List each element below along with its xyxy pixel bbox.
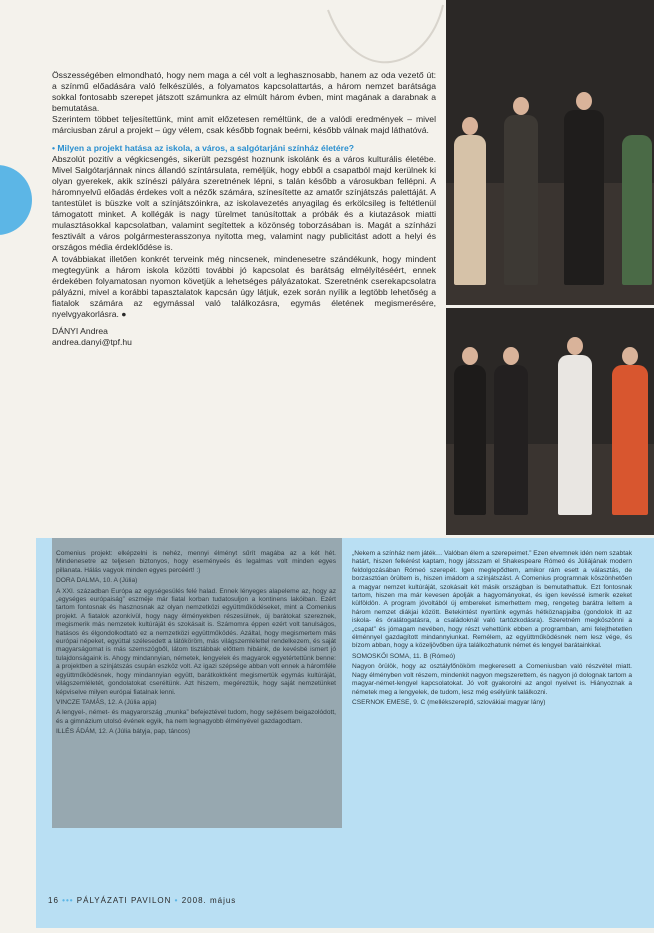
- footer-dots: •••: [62, 896, 74, 905]
- article-email: andrea.danyi@tpf.hu: [52, 337, 132, 348]
- quote-signature: CSERNOK EMESE, 9. C (mellékszereplő, szlovákiai magyar lány): [352, 698, 546, 706]
- article-paragraph-3: Abszolút pozitív a végkicsengés, sikerült pezsgést hoznunk iskolánk és a város kulturális életébe. Mivel Salgótarjánnak nincs állandó színtársulata, reméljük, hogy ebből a csapatból majd kerülnek ki olyan gyerekek, akik színészi pályára szeretnének lépni, s talán később a városukban fellépni. A háromnyelvű előadás érdekes volt a nézők számára, színesítette az amatőr színjátszás palettáját. A tantestület is büszke volt a színjátszóinkra, az iskolavezetés anyagilag és erkölcsileg is feltétlenül támogatott minket. A kollégák is nagy türelmet tanúsítottak a próbák és a kiutazások miatti mulasztásokkal kapcsolatban, valamint segítettek a közönség toborzásában is. Magát a színházi fesztivált a város polgármesterasszonya nyitotta meg, valamint nagy publicitást adott a helyi és országos média érdeklődése is.: [52, 153, 436, 253]
- article-paragraph-2: Szerintem többet teljesítettünk, mint amit előzetesen reméltünk, de a valódi eredmények – mivel márciusban zárul a projekt – úgy vélem, csak később fognak beérni, később válnak majd láthatóvá.: [52, 114, 436, 136]
- article-body: [52, 70, 436, 348]
- article-intro: Összességében elmondható, hogy nem maga a cél volt a leghasznosabb, hanem az oda vezető út: a színmű előadására való felkészülés, a folyamatos kapcsolattartás, a három nemzet barátsága sokkal fontosabb szerepet játszott számunkra az elmúlt három évben, mint magának a darabnak a bemutatása.: [52, 70, 436, 114]
- quote-signature: DORA DALMA, 10. A (Júlia): [56, 577, 138, 585]
- quote-signature: VINCZE TAMÁS, 12. A (Júlia apja): [56, 698, 157, 706]
- quote-signature: ILLÉS ÁDÁM, 12. A (Júlia bátyja, pap, táncos): [56, 728, 191, 736]
- magazine-title: PÁLYÁZATI PAVILON: [76, 896, 172, 905]
- stage-photo-top: [446, 0, 654, 305]
- stage-photo-bottom: [446, 308, 654, 535]
- article-question: • Milyen a projekt hatása az iskola, a város, a salgótarjáni színház életére?: [52, 142, 355, 153]
- quote-signature: SOMOSKŐI SOMA, 11. B (Rómeó): [352, 652, 456, 660]
- page-footer: [48, 896, 236, 905]
- issue-date: 2008. május: [181, 896, 237, 905]
- article-paragraph-4: A továbbiakat illetően konkrét terveink még nincsenek, mindenesetre szándékunk, hogy mindent megtegyünk a három iskola közötti további jó kapcsolat és barátság elmélyítéséért, ennek érdekében folyamatosan nyomon követjük a lehetséges pályázatokat. Szeretnénk cserekapcsolatra pályázni, mivel a korábbi tapasztalatok kapcsán úgy látjuk, ezek során nyílik a legtöbb lehetőség a fiatalok számára az egymással való találkozásra, egymás életének megismerésére, nyelvgyakorlásra. ●: [52, 253, 436, 319]
- quote-text: A XXI. században Európa az egységesülés felé halad. Ennek lényeges alapeleme az, hogy az „egységes európaiság” eszméje már fiatal korban tudatosuljon a kontinens lakóiban. Ezért tartom fontosnak és hasznosnak az olyan nemzetközi együttműködéseket, mint a Comenius projekt. A fiatalok azonkívül, hogy nagy élményekben részesülnek, új barátokat szereznek, megismerik más nemzetek kultúráját és szokásait is. Számomra éppen ezért volt tanulságos, hatásos és élgondolkodtató ez a nemzetközi együttműködés. Azáltal, hogy megismertem más európai népeket, egyúttal szélesedett a látóköröm, más világszemlélettel rendelkezem, és saját magyarságomat is más szemszögből, látom tisztábbak előttem hibáink, de kevésbé ismert jó tulajdonságaink is. Ahogy mindannyian, németek, lengyelek és magyarok egyetértettünk benne: a projektben a színjátszás csupán eszköz volt. Az igazi szépsége abban volt ennek a háromféle együttműködésnek, hogy mindannyian együtt, barátkoktként megismertük egymás kultúráját, világszemléletét, gondolatokat cseréltünk. Azt hiszem, megéreztük, hogy saját nemzetünket képviselve milyen európai fiatalnak lenni.: [56, 587, 336, 696]
- decorative-circle: [0, 165, 32, 235]
- decorative-swirl: [318, 0, 448, 80]
- quote-text: Comenius projekt: elképzelni is nehéz, mennyi élményt sűrít magába az a két hét. Mindenesetre az teljesen biztonyos, hogy eseményeés és legalmas volt minden egyes pillanata. Hálás vagyok minden egyes percéért! :): [56, 550, 336, 574]
- quotes-left-column: [56, 550, 336, 739]
- footer-separator: •: [174, 896, 179, 905]
- page-number: 16: [48, 896, 59, 905]
- article-author: DÁNYI Andrea: [52, 326, 108, 337]
- quotes-right-column: [352, 550, 632, 709]
- quote-text: A lengyel-, német- és magyarország „munka” befejeztével tudom, hogy sejtésem beigazolódott, és a gimnázium utolsó évének egyik, ha nem legnagyobb élményével gazdagodtam.: [56, 709, 336, 725]
- quote-text: „Nekem a színház nem játék… Valóban élem a szerepeimet.” Ezen elvemnek idén nem szabtak határt, hiszen felkérést kaptam, hogy játsszam el Shakespeare Rómeó és Júliájának modern feldolgozásában Rómeó szerepét. Igen meglepődtem, amikor rám esett a választás, de borzasztóan örültem is, hiszen imádom a színjátszást. A Comenius programnak köszönhetően a magyar nemzet kultúráját, szokásait két másik országban is bemutathattuk. Ezt fontosnak tartom, hiszen ma már kevesen ápolják a hagyományokat, és igen kevéssé ismerik ezeket külföldön. A program jóvoltából új embereket ismerhettem meg, rengeteg barátra leltem a három nemzet diákjai között. Betekintést nyertünk egymás hétköznapjaiba (gondolok itt az iskola- és óralátogatásra, a családoknál való tartózkodásra). Szeretném megköszönni a „csapat” és jómagam nevében, hogy részt vehettünk ebben a programban, ami felejthetetlen élménnyel gazdagított mindannyiunkat. Remélem, az együttműködésnek nem lesz vége, és bízom abban, hogy a közeljövőben újra találkozhatunk német és lengyel barátainkkal.: [352, 550, 632, 650]
- quote-text: Nagyon örülök, hogy az osztályfőnököm megkeresett a Comeniusban való részvétel miatt. Nagy élményben volt részem, mindenkit nagyon megszerettem, és nagyon jó dolognak tartom a magyar-német-lengyel kapcsolatokat. Jó volt gyakorolni az angol nyelvet is. Hiányoznak a németek meg a lengyelek, de tudom, lesz még esélyünk találkozni.: [352, 663, 632, 696]
